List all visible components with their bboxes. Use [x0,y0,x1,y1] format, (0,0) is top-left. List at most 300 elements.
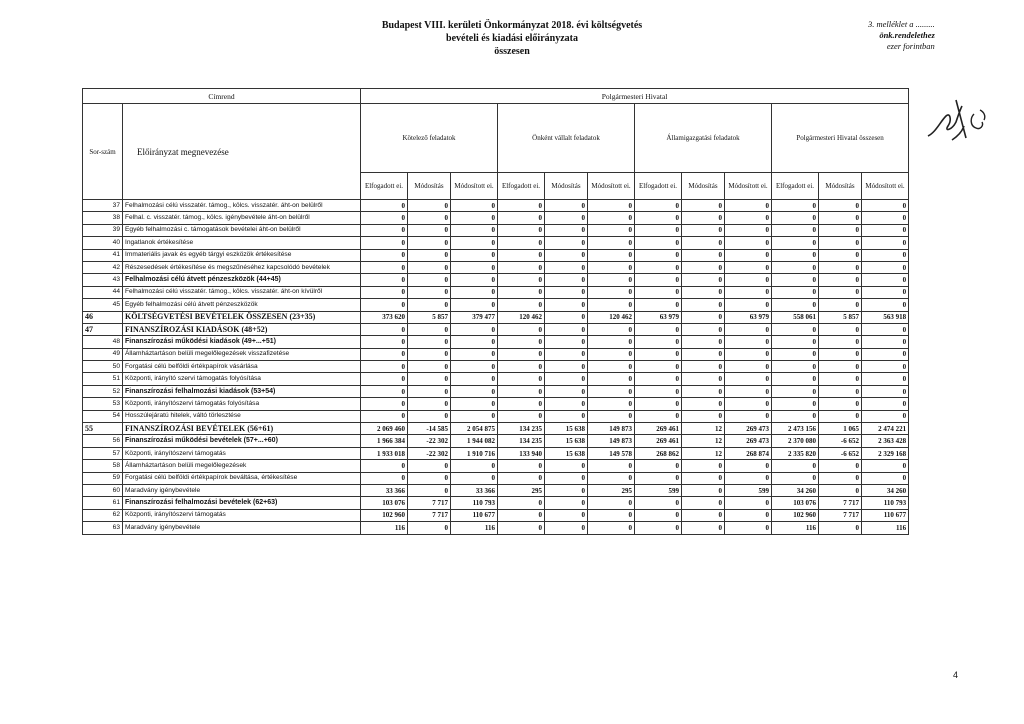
title-line-2: bevételi és kiadási előirányzata [446,33,578,44]
table-row [83,522,909,534]
row-value: 269 461 [635,423,682,435]
row-value: 0 [361,410,408,422]
row-value: 0 [682,212,725,224]
row-value: 0 [862,336,909,348]
row-value: 0 [451,237,498,249]
row-value: 7 717 [408,509,451,521]
row-value: 0 [588,410,635,422]
row-value: 0 [408,261,451,273]
row-value: 0 [408,274,451,286]
row-number: 59 [83,472,123,484]
row-value: 0 [361,460,408,472]
row-value: 1 944 082 [451,435,498,447]
annex-unit: ezer forintban [886,41,935,51]
row-value: 0 [498,336,545,348]
row-value: 0 [545,336,588,348]
row-number: 49 [83,348,123,360]
row-value: 0 [682,299,725,311]
row-value: 0 [408,336,451,348]
row-value: 0 [772,261,819,273]
subheader-modified: Módosított ei. [451,173,498,200]
row-value: 0 [772,460,819,472]
name-column-header: Előirányzat megnevezése [123,104,361,200]
row-value: 0 [819,249,862,261]
office-header: Polgármesteri Hivatal [361,89,909,104]
row-value: 0 [361,286,408,298]
row-value: 0 [588,286,635,298]
row-value: 0 [635,398,682,410]
row-value: 0 [498,249,545,261]
row-value: 7 717 [408,497,451,509]
row-value: 373 620 [361,311,408,323]
row-value: -6 652 [819,435,862,447]
row-number: 54 [83,410,123,422]
row-value: 0 [772,385,819,397]
row-name: Részesedések értékesítése és megszűnéséhez kapcsolódó bevételek [123,261,361,273]
table-row [83,200,909,212]
row-value: 0 [725,299,772,311]
subheader-accepted: Elfogadott ei. [361,173,408,200]
row-value: 0 [545,249,588,261]
subheader-change: Módosítás [819,173,862,200]
row-value: 0 [635,249,682,261]
row-value: 0 [451,348,498,360]
row-number: 56 [83,435,123,447]
row-name: Felhalmozási célú visszatér. támog., kölcs. visszatér. áht-on belülről [123,200,361,212]
row-value: 0 [819,410,862,422]
row-value: 0 [451,373,498,385]
row-value: 0 [819,261,862,273]
row-value: 5 857 [408,311,451,323]
row-value: 0 [682,472,725,484]
row-value: 0 [682,311,725,323]
row-value: -6 652 [819,447,862,459]
row-value: 0 [408,286,451,298]
row-value: 0 [545,212,588,224]
row-value: 149 578 [588,447,635,459]
row-value: 0 [819,323,862,335]
row-value: 0 [588,249,635,261]
row-value: 0 [498,224,545,236]
row-value: 34 260 [772,484,819,496]
row-value: 12 [682,447,725,459]
row-value: 0 [408,385,451,397]
row-name: FINANSZÍROZÁSI BEVÉTELEK (56+61) [123,423,361,435]
row-value: 15 638 [545,447,588,459]
row-value: 0 [862,323,909,335]
row-value: 0 [682,249,725,261]
row-value: 2 363 428 [862,435,909,447]
row-value: 0 [451,299,498,311]
row-value: 0 [682,484,725,496]
row-name: Államháztartáson belüli megelőlegezések [123,460,361,472]
row-value: 116 [361,522,408,534]
row-name: FINANSZÍROZÁSI KIADÁSOK (48+52) [123,323,361,335]
row-value: 0 [498,385,545,397]
row-value: 0 [451,323,498,335]
row-value: 0 [498,410,545,422]
row-number: 60 [83,484,123,496]
row-name: Forgatási célú belföldi értékpapírok vásárlása [123,361,361,373]
row-value: 0 [772,200,819,212]
row-value: 0 [682,522,725,534]
row-value: 0 [819,224,862,236]
row-value: 0 [408,212,451,224]
row-value: 0 [545,261,588,273]
row-value: 0 [498,348,545,360]
row-value: 0 [725,373,772,385]
table-row [83,398,909,410]
row-value: 0 [862,348,909,360]
table-row [83,249,909,261]
row-value: 0 [545,200,588,212]
row-value: 2 335 820 [772,447,819,459]
row-value: 2 069 460 [361,423,408,435]
row-value: 0 [408,522,451,534]
row-value: 0 [588,348,635,360]
row-value: -14 585 [408,423,451,435]
row-name: Központi, irányítószervi támogatás folyósítása [123,398,361,410]
budget-table [82,88,909,535]
row-number: 50 [83,361,123,373]
row-value: 0 [545,311,588,323]
handwritten-signature [922,92,994,152]
row-value: 0 [819,460,862,472]
row-name: Finanszírozási felhalmozási bevételek (62+63) [123,497,361,509]
row-value: 63 979 [635,311,682,323]
row-value: 0 [725,460,772,472]
row-value: 0 [682,509,725,521]
row-value: 0 [498,460,545,472]
row-value: 0 [361,212,408,224]
row-number: 62 [83,509,123,521]
row-value: 2 474 221 [862,423,909,435]
row-value: 0 [635,460,682,472]
table-row [83,410,909,422]
row-value: 0 [725,336,772,348]
row-value: 0 [451,361,498,373]
row-value: 0 [545,385,588,397]
row-value: 0 [862,299,909,311]
row-value: 0 [498,398,545,410]
row-value: 7 717 [819,497,862,509]
title-line-3: összesen [494,46,530,57]
row-value: 0 [635,522,682,534]
row-value: 0 [361,237,408,249]
row-value: 0 [408,249,451,261]
row-name: Központi, irányítószervi támogatás [123,509,361,521]
row-number: 48 [83,336,123,348]
row-value: 0 [408,237,451,249]
row-value: 0 [498,497,545,509]
row-value: 0 [451,261,498,273]
row-value: 0 [498,200,545,212]
row-value: -22 302 [408,447,451,459]
row-name: Központi, irányító szervi támogatás folyósítása [123,373,361,385]
row-value: 0 [682,224,725,236]
row-value: 0 [772,373,819,385]
table-row [83,311,909,323]
row-value: 0 [682,261,725,273]
row-value: 0 [862,361,909,373]
row-value: 0 [545,460,588,472]
row-value: 0 [498,286,545,298]
row-value: 0 [819,299,862,311]
row-value: 0 [408,200,451,212]
sorszam-header: Sor-szám [83,104,123,200]
table-row [83,336,909,348]
row-value: 0 [588,212,635,224]
row-value: 0 [682,385,725,397]
table-row [83,299,909,311]
row-value: 0 [635,224,682,236]
row-value: 0 [819,212,862,224]
table-row [83,361,909,373]
row-value: 0 [588,237,635,249]
row-value: 0 [635,361,682,373]
row-value: 0 [408,484,451,496]
row-value: 0 [725,249,772,261]
row-value: 0 [819,361,862,373]
row-value: 120 462 [588,311,635,323]
row-value: 0 [588,373,635,385]
row-value: 0 [682,410,725,422]
row-value: 149 873 [588,423,635,435]
row-value: 33 366 [361,484,408,496]
row-name: Maradvány igénybevétele [123,484,361,496]
table-row [83,497,909,509]
row-value: 63 979 [725,311,772,323]
row-value: 0 [635,286,682,298]
row-value: 0 [498,274,545,286]
row-value: 0 [862,261,909,273]
row-value: 0 [635,200,682,212]
group-header-total: Polgármesteri Hivatal összesen [772,104,909,173]
row-value: 0 [408,348,451,360]
row-value: 0 [408,299,451,311]
row-number: 47 [83,323,123,335]
row-value: 0 [819,237,862,249]
row-value: 0 [361,348,408,360]
row-value: 295 [498,484,545,496]
row-value: 110 677 [862,509,909,521]
row-value: 0 [862,398,909,410]
row-name: Maradvány igénybevétele [123,522,361,534]
row-value: 0 [498,472,545,484]
row-value: 0 [635,299,682,311]
row-value: 0 [819,385,862,397]
row-name: Felhal. c. visszatér. támog., kölcs. igénybevétele áht-on belülről [123,212,361,224]
row-value: 0 [451,286,498,298]
group-header-mandatory: Kötelező feladatok [361,104,498,173]
row-value: 0 [451,472,498,484]
row-value: 0 [588,274,635,286]
row-value: 0 [451,212,498,224]
row-value: 0 [361,385,408,397]
row-value: 0 [451,385,498,397]
row-value: 0 [498,509,545,521]
row-value: 0 [725,410,772,422]
row-value: 0 [451,398,498,410]
row-value: 0 [588,472,635,484]
row-value: 102 960 [772,509,819,521]
row-value: 0 [635,497,682,509]
subheader-accepted: Elfogadott ei. [635,173,682,200]
row-value: 0 [819,484,862,496]
row-value: 268 862 [635,447,682,459]
row-value: 0 [451,224,498,236]
row-value: 1 065 [819,423,862,435]
row-name: Államháztartáson belüli megelőlegezések visszafizetése [123,348,361,360]
row-value: 0 [635,385,682,397]
row-value: 599 [635,484,682,496]
row-value: 0 [682,348,725,360]
row-value: 15 638 [545,435,588,447]
table-row [83,274,909,286]
row-value: 0 [635,274,682,286]
row-value: 0 [361,299,408,311]
row-value: 0 [588,522,635,534]
row-name: Központi, irányítószervi támogatás [123,447,361,459]
row-value: 134 235 [498,435,545,447]
row-number: 46 [83,311,123,323]
row-value: 0 [408,323,451,335]
row-value: 0 [498,522,545,534]
row-value: 0 [451,336,498,348]
row-value: 0 [408,398,451,410]
row-value: 0 [635,237,682,249]
subheader-accepted: Elfogadott ei. [772,173,819,200]
row-value: 0 [545,299,588,311]
row-name: Egyéb felhalmozási c. támogatások bevételei áht-on belülről [123,224,361,236]
row-value: 0 [545,472,588,484]
row-value: 0 [361,361,408,373]
row-value: 2 473 156 [772,423,819,435]
row-number: 63 [83,522,123,534]
row-value: 0 [545,361,588,373]
row-value: 0 [635,410,682,422]
row-value: 0 [772,361,819,373]
row-value: 0 [545,274,588,286]
row-value: 0 [772,336,819,348]
row-value: 120 462 [498,311,545,323]
row-value: 0 [545,509,588,521]
row-value: 0 [635,261,682,273]
row-value: 0 [725,348,772,360]
row-value: 0 [588,200,635,212]
row-value: 0 [545,348,588,360]
table-row [83,373,909,385]
row-value: 0 [498,299,545,311]
row-value: 1 966 384 [361,435,408,447]
row-value: 12 [682,423,725,435]
row-value: 0 [588,261,635,273]
row-value: 0 [361,261,408,273]
row-value: 0 [682,336,725,348]
subheader-modified: Módosított ei. [862,173,909,200]
row-value: 0 [772,224,819,236]
table-header [83,89,909,200]
row-value: 0 [682,200,725,212]
table-row [83,472,909,484]
row-value: 0 [451,460,498,472]
row-value: 0 [819,286,862,298]
row-number: 61 [83,497,123,509]
row-value: 0 [545,398,588,410]
row-name: KÖLTSÉGVETÉSI BEVÉTELEK ÖSSZESEN (23+35) [123,311,361,323]
row-value: 103 076 [772,497,819,509]
row-value: 12 [682,435,725,447]
row-value: 0 [545,497,588,509]
row-value: 0 [545,522,588,534]
annex-label: 3. melléklet a ......... [868,19,935,29]
table-row [83,509,909,521]
subheader-change: Módosítás [408,173,451,200]
row-value: 102 960 [361,509,408,521]
row-value: 599 [725,484,772,496]
table-row [83,484,909,496]
row-number: 41 [83,249,123,261]
row-value: 110 677 [451,509,498,521]
row-value: 0 [682,460,725,472]
table-row [83,212,909,224]
row-number: 42 [83,261,123,273]
row-value: 0 [862,237,909,249]
table-row [83,261,909,273]
row-value: 0 [588,509,635,521]
row-value: 116 [862,522,909,534]
row-value: 0 [682,323,725,335]
row-value: 134 235 [498,423,545,435]
group-header-voluntary: Önként vállalt feladatok [498,104,635,173]
row-value: 0 [588,336,635,348]
row-value: 0 [862,460,909,472]
row-number: 38 [83,212,123,224]
row-value: 0 [725,274,772,286]
row-value: 0 [772,237,819,249]
row-value: 269 473 [725,435,772,447]
row-value: 0 [545,237,588,249]
group-header-state-admin: Államigazgatási feladatok [635,104,772,173]
row-value: 2 370 080 [772,435,819,447]
row-value: 0 [588,385,635,397]
row-value: 0 [361,200,408,212]
row-value: 133 940 [498,447,545,459]
row-name: Ingatlanok értékesítése [123,237,361,249]
row-value: 0 [862,385,909,397]
table-row [83,348,909,360]
row-value: 0 [725,212,772,224]
row-value: 0 [862,274,909,286]
row-value: 0 [682,497,725,509]
row-value: 0 [725,522,772,534]
table-row [83,447,909,459]
row-value: 5 857 [819,311,862,323]
row-value: 0 [819,274,862,286]
row-value: 0 [819,398,862,410]
row-name: Egyéb felhalmozási célú átvett pénzeszközök [123,299,361,311]
row-value: 0 [451,249,498,261]
row-value: 34 260 [862,484,909,496]
row-value: 0 [545,484,588,496]
row-value: 15 638 [545,423,588,435]
row-value: 0 [635,509,682,521]
row-value: 0 [819,373,862,385]
row-value: 0 [725,509,772,521]
row-value: 110 793 [451,497,498,509]
row-value: 0 [588,361,635,373]
table-row [83,460,909,472]
